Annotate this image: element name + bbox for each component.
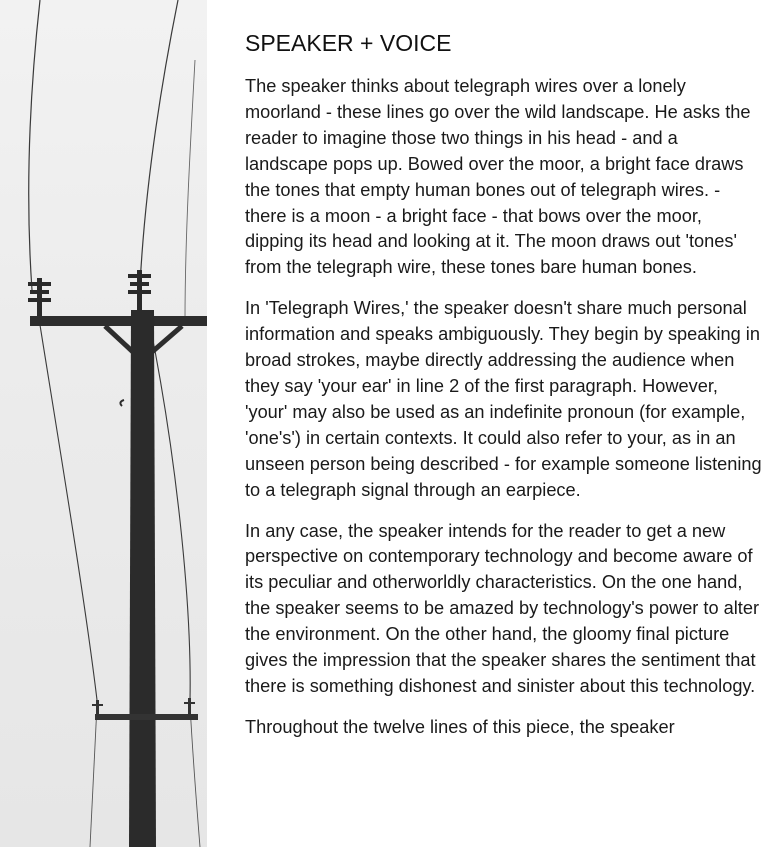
article-heading: SPEAKER + VOICE xyxy=(245,30,452,56)
article-paragraph: In any case, the speaker intends for the reader to get a new perspective on contemporary technology and become aware of its peculiar and otherworldly characteristics. On the one hand, the speaker seems to be amazed by technology's power to alter the environment. On the other hand, the gloomy final picture gives the impression that the speaker shares the sentiment that there is something dishonest and sinister about this technology. xyxy=(245,520,760,696)
article-paragraph: Throughout the twelve lines of this piece, the speaker xyxy=(245,716,675,737)
article xyxy=(245,28,765,756)
article-paragraph: In 'Telegraph Wires,' the speaker doesn't share much personal information and speaks ambiguously. They begin by speaking in broad strokes, maybe directly addressing the audience when they say 'your ear' in line 2 of the first paragraph. However, 'your' may also be used as an indefinite pronoun (for example, 'one's') in certain contexts. It could also refer to your, as in an unseen person being described - for example someone listening to a telegraph signal through an earpiece. xyxy=(245,298,762,500)
telegraph-pole-drawing xyxy=(0,0,207,847)
telegraph-pole-image xyxy=(0,0,207,847)
article-paragraph: The speaker thinks about telegraph wires over a lonely moorland - these lines go over the wild landscape. He asks the reader to imagine those two things in his head - and a landscape pops up. Bowed over the moor, a bright face draws the tones that empty human bones out of telegraph wires. - there is a moon - a bright face - that bows over the moor, dipping its head and looking at it. The moon draws out 'tones' from the telegraph wire, these tones bare human bones. xyxy=(245,76,751,278)
